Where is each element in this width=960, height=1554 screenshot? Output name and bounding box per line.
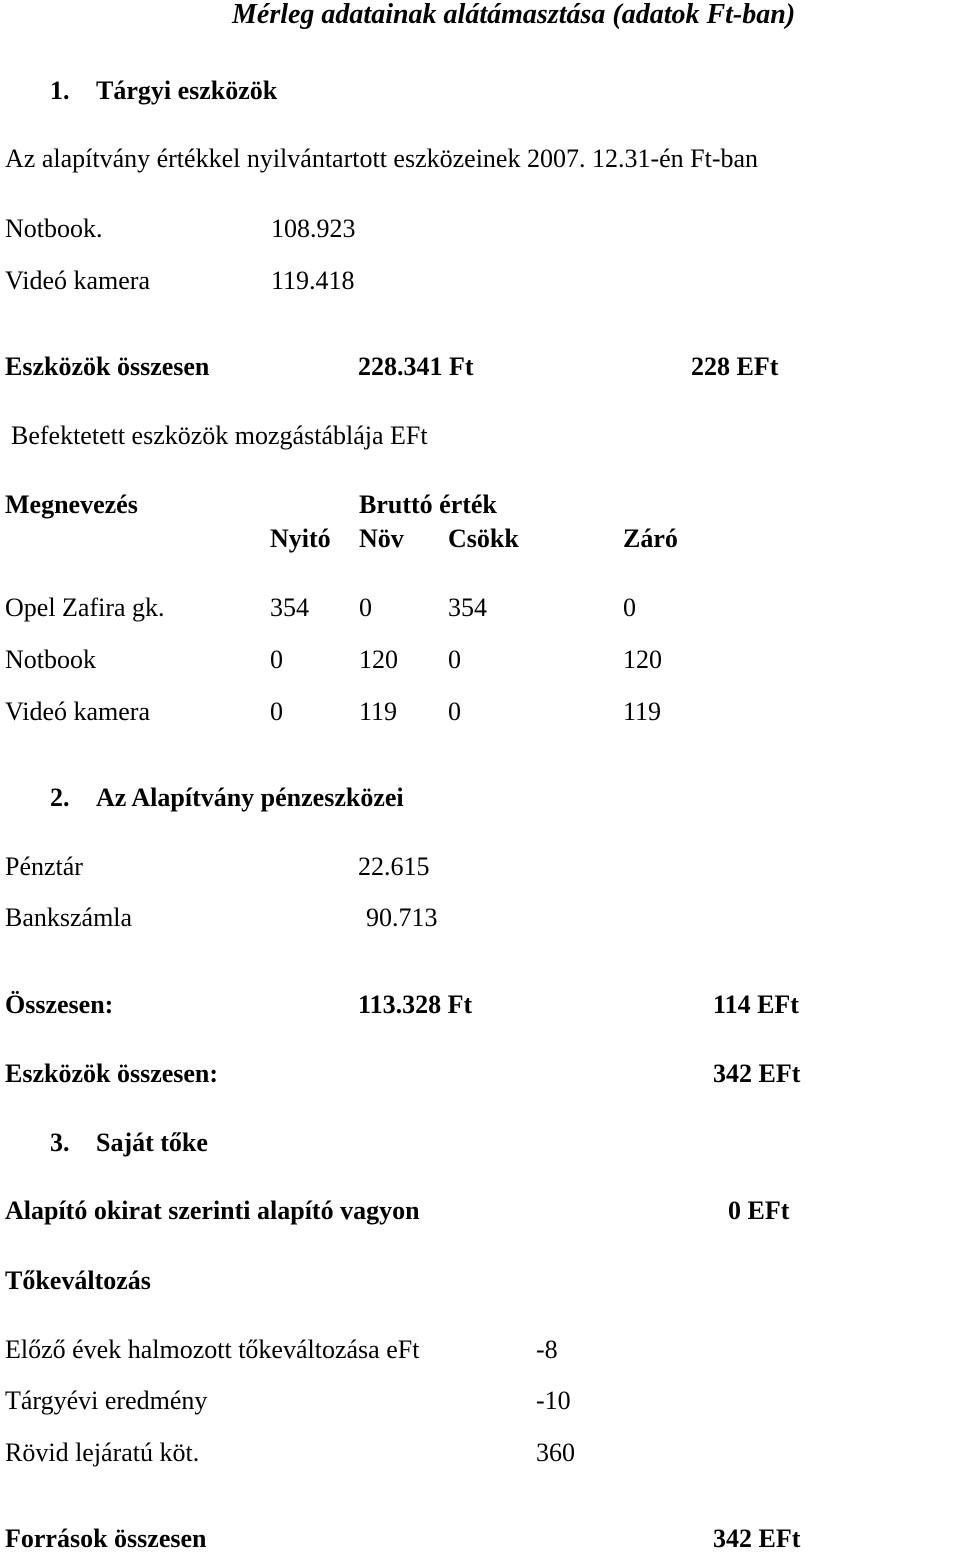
row-open: 0 (270, 645, 283, 674)
founding-capital-value: 0 EFt (728, 1196, 790, 1225)
cash-item-value: 22.615 (358, 852, 430, 881)
row-name: Opel Zafira gk. (5, 593, 165, 622)
row-close: 0 (623, 593, 636, 622)
cash-total-eft: 114 EFt (713, 990, 799, 1019)
page-title: Mérleg adatainak alátámasztása (adatok Ft-ban) (232, 0, 796, 30)
capital-item-value: -10 (536, 1386, 571, 1415)
cash-item-value: 90.713 (366, 903, 438, 932)
cash-item-label: Bankszámla (5, 903, 133, 932)
row-dec: 354 (448, 593, 487, 622)
cash-total-value: 113.328 Ft (358, 990, 473, 1019)
capital-item-value: -8 (536, 1335, 558, 1364)
section3-heading: Saját tőke (96, 1128, 208, 1157)
section2-heading-number: 2. (50, 783, 70, 812)
row-dec: 0 (448, 697, 461, 726)
col-header-open: Nyitó (270, 524, 331, 553)
capital-item-label: Előző évek halmozott tőkeváltozása eFt (5, 1335, 420, 1364)
section1-heading: Tárgyi eszközök (96, 76, 278, 105)
cash-total-label: Összesen: (5, 990, 114, 1019)
row-close: 120 (623, 645, 662, 674)
section1-intro: Az alapítvány értékkel nyilvántartott eszközeinek 2007. 12.31-én Ft-ban (5, 144, 759, 173)
all-assets-total-eft: 342 EFt (713, 1059, 801, 1088)
row-inc: 0 (359, 593, 372, 622)
asset-item-value: 108.923 (271, 214, 356, 243)
row-inc: 120 (359, 645, 398, 674)
capital-item-label: Tárgyévi eredmény (5, 1386, 208, 1415)
col-header-inc: Növ (359, 524, 404, 553)
movement-table-title: Befektetett eszközök mozgástáblája EFt (11, 421, 428, 450)
col-group-header: Bruttó érték (359, 490, 497, 519)
sources-total-label: Források összesen (5, 1524, 207, 1553)
row-open: 0 (270, 697, 283, 726)
assets-total-eft: 228 EFt (691, 352, 779, 381)
assets-total-label: Eszközök összesen (5, 352, 210, 381)
founding-capital-label: Alapító okirat szerinti alapító vagyon (5, 1196, 420, 1225)
row-open: 354 (270, 593, 309, 622)
cash-item-label: Pénztár (5, 852, 83, 881)
row-dec: 0 (448, 645, 461, 674)
section1-heading-number: 1. (50, 76, 70, 105)
col-header-name: Megnevezés (5, 490, 138, 519)
asset-item-label: Notbook. (5, 214, 103, 243)
row-inc: 119 (359, 697, 398, 726)
col-header-dec: Csökk (448, 524, 519, 553)
capital-item-value: 360 (536, 1438, 575, 1467)
asset-item-value: 119.418 (271, 266, 355, 295)
capital-change-title: Tőkeváltozás (5, 1266, 151, 1295)
sources-total-eft: 342 EFt (713, 1524, 801, 1553)
capital-item-label: Rövid lejáratú köt. (5, 1438, 200, 1467)
section3-heading-number: 3. (50, 1128, 70, 1157)
asset-item-label: Videó kamera (5, 266, 150, 295)
row-name: Videó kamera (5, 697, 150, 726)
assets-total-value: 228.341 Ft (358, 352, 474, 381)
all-assets-total-label: Eszközök összesen: (5, 1059, 219, 1088)
row-name: Notbook (5, 645, 96, 674)
row-close: 119 (623, 697, 662, 726)
section2-heading: Az Alapítvány pénzeszközei (96, 783, 404, 812)
col-header-close: Záró (623, 524, 678, 553)
